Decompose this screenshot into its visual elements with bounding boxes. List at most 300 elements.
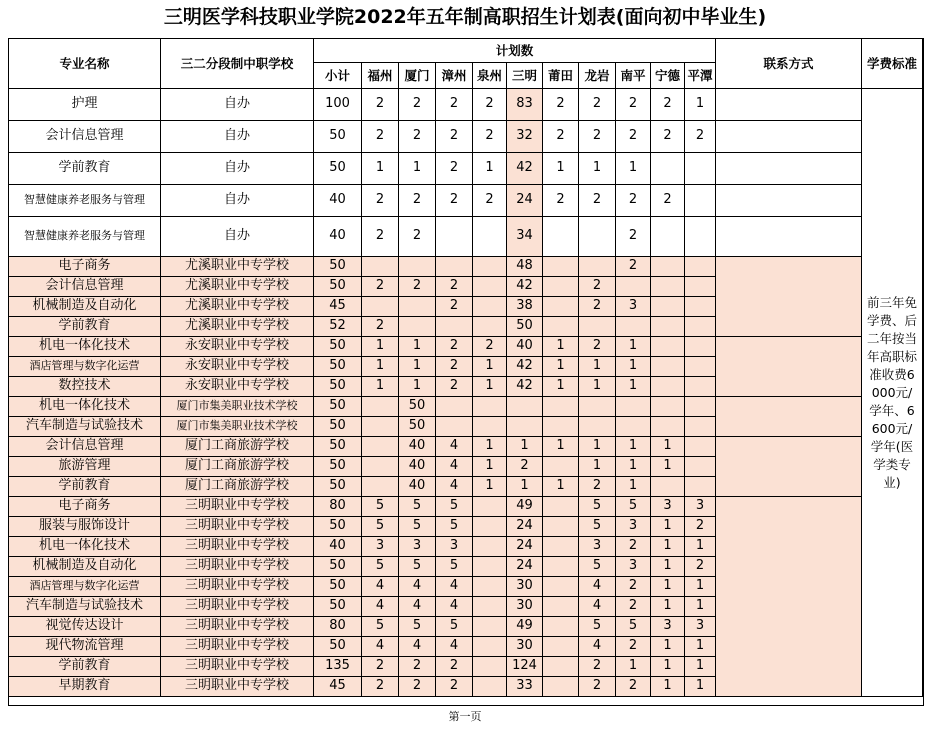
- value-cell-宁德: 1: [651, 537, 685, 557]
- value-cell-厦门: 1: [399, 153, 436, 185]
- major-cell: 智慧健康养老服务与管理: [9, 185, 161, 217]
- value-cell-小计: 50: [314, 517, 362, 537]
- value-cell-漳州: 2: [436, 657, 473, 677]
- value-cell-泉州: 2: [473, 185, 507, 217]
- value-cell-宁德: 1: [651, 557, 685, 577]
- value-cell-宁德: [651, 317, 685, 337]
- value-cell-平潭: [685, 417, 716, 437]
- value-cell-莆田: 2: [543, 89, 579, 121]
- value-cell-小计: 40: [314, 537, 362, 557]
- value-cell-福州: 4: [362, 577, 399, 597]
- school-cell: 三明职业中专学校: [161, 637, 314, 657]
- value-cell-厦门: 2: [399, 277, 436, 297]
- value-cell-厦门: 2: [399, 217, 436, 257]
- value-cell-平潭: 1: [685, 597, 716, 617]
- value-cell-龙岩: 1: [579, 377, 616, 397]
- value-cell-宁德: 1: [651, 657, 685, 677]
- contact-cell: [716, 121, 862, 153]
- value-cell-小计: 50: [314, 597, 362, 617]
- value-cell-三明: 49: [507, 617, 543, 637]
- major-cell: 服装与服饰设计: [9, 517, 161, 537]
- value-cell-三明: 38: [507, 297, 543, 317]
- value-cell-泉州: [473, 257, 507, 277]
- value-cell-平潭: [685, 217, 716, 257]
- school-cell: 三明职业中专学校: [161, 597, 314, 617]
- value-cell-漳州: 2: [436, 677, 473, 697]
- value-cell-小计: 50: [314, 337, 362, 357]
- value-cell-莆田: [543, 557, 579, 577]
- value-cell-泉州: [473, 297, 507, 317]
- value-cell-小计: 50: [314, 457, 362, 477]
- value-cell-南平: 2: [616, 257, 651, 277]
- header-school: 三二分段制中职学校: [161, 39, 314, 89]
- value-cell-厦门: 2: [399, 657, 436, 677]
- value-cell-泉州: 1: [473, 377, 507, 397]
- value-cell-漳州: 4: [436, 637, 473, 657]
- value-cell-福州: 2: [362, 185, 399, 217]
- value-cell-小计: 50: [314, 557, 362, 577]
- value-cell-莆田: [543, 597, 579, 617]
- value-cell-龙岩: 1: [579, 153, 616, 185]
- header-col-3: 漳州: [436, 63, 473, 89]
- value-cell-小计: 50: [314, 257, 362, 277]
- value-cell-厦门: 1: [399, 377, 436, 397]
- school-cell: 厦门工商旅游学校: [161, 437, 314, 457]
- value-cell-南平: 3: [616, 557, 651, 577]
- value-cell-三明: 24: [507, 517, 543, 537]
- value-cell-福州: 2: [362, 121, 399, 153]
- value-cell-三明: [507, 417, 543, 437]
- major-cell: 酒店管理与数字化运营: [9, 577, 161, 597]
- contact-cell: [716, 257, 862, 337]
- value-cell-龙岩: 2: [579, 337, 616, 357]
- major-cell: 学前教育: [9, 657, 161, 677]
- value-cell-平潭: 3: [685, 617, 716, 637]
- value-cell-宁德: 1: [651, 457, 685, 477]
- value-cell-龙岩: 2: [579, 185, 616, 217]
- value-cell-龙岩: 3: [579, 537, 616, 557]
- major-cell: 现代物流管理: [9, 637, 161, 657]
- major-cell: 学前教育: [9, 477, 161, 497]
- value-cell-宁德: [651, 357, 685, 377]
- value-cell-泉州: [473, 537, 507, 557]
- school-cell: 尤溪职业中专学校: [161, 297, 314, 317]
- value-cell-莆田: 1: [543, 477, 579, 497]
- value-cell-泉州: 1: [473, 477, 507, 497]
- value-cell-莆田: 1: [543, 153, 579, 185]
- value-cell-漳州: 5: [436, 497, 473, 517]
- value-cell-泉州: [473, 317, 507, 337]
- value-cell-厦门: 4: [399, 597, 436, 617]
- value-cell-厦门: [399, 317, 436, 337]
- value-cell-宁德: [651, 477, 685, 497]
- value-cell-龙岩: [579, 397, 616, 417]
- value-cell-厦门: 4: [399, 637, 436, 657]
- value-cell-泉州: [473, 597, 507, 617]
- value-cell-南平: 5: [616, 617, 651, 637]
- value-cell-漳州: 2: [436, 297, 473, 317]
- value-cell-厦门: 5: [399, 497, 436, 517]
- value-cell-莆田: 1: [543, 357, 579, 377]
- value-cell-宁德: 3: [651, 617, 685, 637]
- contact-cell: [716, 497, 862, 697]
- page-footer: 第一页: [448, 710, 482, 723]
- header-col-10: 平潭: [685, 63, 716, 89]
- value-cell-福州: 2: [362, 217, 399, 257]
- major-cell: 机电一体化技术: [9, 397, 161, 417]
- major-cell: 护理: [9, 89, 161, 121]
- value-cell-南平: 1: [616, 337, 651, 357]
- value-cell-平潭: 1: [685, 577, 716, 597]
- value-cell-平潭: 1: [685, 657, 716, 677]
- contact-cell: [716, 89, 862, 121]
- value-cell-平潭: [685, 337, 716, 357]
- school-cell: 永安职业中专学校: [161, 377, 314, 397]
- value-cell-小计: 50: [314, 477, 362, 497]
- school-cell: 自办: [161, 153, 314, 185]
- value-cell-福州: 5: [362, 557, 399, 577]
- value-cell-泉州: 2: [473, 89, 507, 121]
- value-cell-宁德: [651, 217, 685, 257]
- school-cell: 自办: [161, 89, 314, 121]
- value-cell-福州: 4: [362, 637, 399, 657]
- value-cell-福州: 1: [362, 337, 399, 357]
- value-cell-龙岩: 2: [579, 297, 616, 317]
- value-cell-泉州: 1: [473, 357, 507, 377]
- value-cell-南平: 1: [616, 657, 651, 677]
- fee-standard-cell: [862, 89, 923, 697]
- value-cell-漳州: 4: [436, 577, 473, 597]
- value-cell-厦门: 50: [399, 417, 436, 437]
- value-cell-漳州: 5: [436, 517, 473, 537]
- value-cell-南平: 2: [616, 121, 651, 153]
- value-cell-平潭: [685, 437, 716, 457]
- value-cell-泉州: 2: [473, 337, 507, 357]
- major-cell: 数控技术: [9, 377, 161, 397]
- school-cell: 三明职业中专学校: [161, 657, 314, 677]
- value-cell-南平: 2: [616, 597, 651, 617]
- value-cell-漳州: 2: [436, 121, 473, 153]
- value-cell-小计: 50: [314, 121, 362, 153]
- school-cell: 三明职业中专学校: [161, 497, 314, 517]
- value-cell-福州: 5: [362, 497, 399, 517]
- value-cell-平潭: [685, 317, 716, 337]
- value-cell-龙岩: 5: [579, 617, 616, 637]
- enrollment-plan-table: [8, 38, 924, 706]
- value-cell-福州: 2: [362, 317, 399, 337]
- value-cell-宁德: 1: [651, 577, 685, 597]
- value-cell-莆田: [543, 277, 579, 297]
- value-cell-平潭: [685, 153, 716, 185]
- header-col-9: 宁德: [651, 63, 685, 89]
- value-cell-宁德: [651, 377, 685, 397]
- value-cell-平潭: 3: [685, 497, 716, 517]
- value-cell-小计: 50: [314, 577, 362, 597]
- value-cell-平潭: 1: [685, 677, 716, 697]
- value-cell-泉州: [473, 657, 507, 677]
- value-cell-三明: 42: [507, 357, 543, 377]
- value-cell-漳州: 2: [436, 185, 473, 217]
- value-cell-福州: 2: [362, 657, 399, 677]
- value-cell-厦门: 4: [399, 577, 436, 597]
- major-cell: 视觉传达设计: [9, 617, 161, 637]
- school-cell: 自办: [161, 185, 314, 217]
- page-title: 三明医学科技职业学院2022年五年制高职招生计划表(面向初中毕业生): [163, 6, 767, 28]
- school-cell: 三明职业中专学校: [161, 617, 314, 637]
- value-cell-泉州: [473, 277, 507, 297]
- major-cell: 智慧健康养老服务与管理: [9, 217, 161, 257]
- value-cell-福州: 3: [362, 537, 399, 557]
- major-cell: 学前教育: [9, 317, 161, 337]
- value-cell-宁德: 2: [651, 89, 685, 121]
- contact-cell: [716, 153, 862, 185]
- value-cell-漳州: [436, 217, 473, 257]
- value-cell-南平: [616, 397, 651, 417]
- value-cell-宁德: 1: [651, 597, 685, 617]
- major-cell: 汽车制造与试验技术: [9, 417, 161, 437]
- value-cell-福州: [362, 437, 399, 457]
- value-cell-三明: 24: [507, 185, 543, 217]
- value-cell-三明: 34: [507, 217, 543, 257]
- value-cell-小计: 50: [314, 417, 362, 437]
- value-cell-泉州: 2: [473, 121, 507, 153]
- value-cell-泉州: 1: [473, 437, 507, 457]
- value-cell-南平: 1: [616, 377, 651, 397]
- value-cell-三明: 24: [507, 557, 543, 577]
- major-cell: 电子商务: [9, 497, 161, 517]
- contact-cell: [716, 337, 862, 397]
- value-cell-三明: 1: [507, 437, 543, 457]
- value-cell-漳州: 2: [436, 357, 473, 377]
- value-cell-漳州: 4: [436, 457, 473, 477]
- value-cell-南平: 2: [616, 185, 651, 217]
- value-cell-泉州: [473, 557, 507, 577]
- value-cell-宁德: [651, 417, 685, 437]
- value-cell-平潭: 1: [685, 537, 716, 557]
- value-cell-南平: 1: [616, 357, 651, 377]
- value-cell-宁德: 2: [651, 185, 685, 217]
- value-cell-厦门: 2: [399, 121, 436, 153]
- value-cell-龙岩: 2: [579, 89, 616, 121]
- major-cell: 机电一体化技术: [9, 537, 161, 557]
- contact-cell: [716, 217, 862, 257]
- value-cell-小计: 80: [314, 617, 362, 637]
- value-cell-三明: 30: [507, 637, 543, 657]
- school-cell: 尤溪职业中专学校: [161, 317, 314, 337]
- value-cell-厦门: 50: [399, 397, 436, 417]
- value-cell-莆田: [543, 417, 579, 437]
- value-cell-龙岩: 2: [579, 477, 616, 497]
- value-cell-平潭: 2: [685, 557, 716, 577]
- value-cell-平潭: [685, 397, 716, 417]
- value-cell-小计: 40: [314, 185, 362, 217]
- value-cell-泉州: [473, 517, 507, 537]
- header-col-1: 福州: [362, 63, 399, 89]
- school-cell: 三明职业中专学校: [161, 557, 314, 577]
- value-cell-平潭: [685, 477, 716, 497]
- major-cell: 早期教育: [9, 677, 161, 697]
- value-cell-漳州: [436, 397, 473, 417]
- value-cell-平潭: [685, 457, 716, 477]
- value-cell-福州: 1: [362, 153, 399, 185]
- value-cell-小计: 50: [314, 397, 362, 417]
- value-cell-福州: [362, 457, 399, 477]
- value-cell-漳州: 2: [436, 377, 473, 397]
- value-cell-莆田: [543, 517, 579, 537]
- major-cell: 汽车制造与试验技术: [9, 597, 161, 617]
- value-cell-三明: 124: [507, 657, 543, 677]
- value-cell-小计: 50: [314, 377, 362, 397]
- value-cell-漳州: 2: [436, 153, 473, 185]
- header-fee: 学费标准: [862, 39, 923, 89]
- value-cell-龙岩: [579, 317, 616, 337]
- fee-standard-text: 前三年免学费、后二年按当年高职标准收费6000元/学年、6600元/学年(医学类专业): [866, 294, 917, 490]
- value-cell-福州: 4: [362, 597, 399, 617]
- major-cell: 机械制造及自动化: [9, 557, 161, 577]
- value-cell-南平: 2: [616, 577, 651, 597]
- value-cell-莆田: [543, 617, 579, 637]
- value-cell-三明: 42: [507, 377, 543, 397]
- value-cell-福州: 2: [362, 89, 399, 121]
- value-cell-三明: 83: [507, 89, 543, 121]
- value-cell-泉州: [473, 397, 507, 417]
- value-cell-龙岩: 4: [579, 637, 616, 657]
- value-cell-宁德: 1: [651, 637, 685, 657]
- value-cell-泉州: [473, 577, 507, 597]
- contact-cell: [716, 437, 862, 497]
- value-cell-莆田: 1: [543, 337, 579, 357]
- value-cell-小计: 80: [314, 497, 362, 517]
- header-major: 专业名称: [9, 39, 161, 89]
- school-cell: 尤溪职业中专学校: [161, 257, 314, 277]
- value-cell-厦门: 3: [399, 537, 436, 557]
- value-cell-三明: [507, 397, 543, 417]
- value-cell-厦门: 1: [399, 337, 436, 357]
- value-cell-平潭: 1: [685, 637, 716, 657]
- major-cell: 电子商务: [9, 257, 161, 277]
- value-cell-漳州: 2: [436, 277, 473, 297]
- value-cell-平潭: 2: [685, 121, 716, 153]
- value-cell-福州: 1: [362, 357, 399, 377]
- value-cell-平潭: [685, 297, 716, 317]
- value-cell-南平: 1: [616, 437, 651, 457]
- value-cell-小计: 45: [314, 297, 362, 317]
- value-cell-宁德: 2: [651, 121, 685, 153]
- value-cell-宁德: 3: [651, 497, 685, 517]
- value-cell-漳州: 5: [436, 557, 473, 577]
- major-cell: 旅游管理: [9, 457, 161, 477]
- value-cell-宁德: [651, 397, 685, 417]
- value-cell-漳州: [436, 257, 473, 277]
- value-cell-龙岩: [579, 257, 616, 277]
- value-cell-福州: [362, 417, 399, 437]
- value-cell-南平: 2: [616, 537, 651, 557]
- value-cell-南平: 1: [616, 477, 651, 497]
- school-cell: 自办: [161, 217, 314, 257]
- school-cell: 永安职业中专学校: [161, 337, 314, 357]
- value-cell-小计: 50: [314, 153, 362, 185]
- value-cell-小计: 135: [314, 657, 362, 677]
- value-cell-莆田: [543, 457, 579, 477]
- school-cell: 自办: [161, 121, 314, 153]
- value-cell-厦门: 40: [399, 457, 436, 477]
- value-cell-龙岩: [579, 217, 616, 257]
- value-cell-龙岩: 1: [579, 457, 616, 477]
- value-cell-小计: 50: [314, 437, 362, 457]
- value-cell-南平: 1: [616, 457, 651, 477]
- contact-cell: [716, 185, 862, 217]
- value-cell-漳州: 2: [436, 337, 473, 357]
- value-cell-泉州: 1: [473, 457, 507, 477]
- value-cell-福州: [362, 257, 399, 277]
- contact-cell: [716, 397, 862, 437]
- value-cell-泉州: [473, 637, 507, 657]
- value-cell-龙岩: 5: [579, 557, 616, 577]
- value-cell-龙岩: 2: [579, 277, 616, 297]
- value-cell-厦门: [399, 297, 436, 317]
- value-cell-宁德: 1: [651, 517, 685, 537]
- value-cell-莆田: [543, 257, 579, 277]
- value-cell-福州: 2: [362, 677, 399, 697]
- value-cell-龙岩: 1: [579, 437, 616, 457]
- header-col-0: 小计: [314, 63, 362, 89]
- value-cell-南平: [616, 277, 651, 297]
- school-cell: 三明职业中专学校: [161, 677, 314, 697]
- value-cell-平潭: [685, 377, 716, 397]
- value-cell-南平: 3: [616, 297, 651, 317]
- value-cell-莆田: 2: [543, 121, 579, 153]
- value-cell-福州: 1: [362, 377, 399, 397]
- value-cell-龙岩: 2: [579, 121, 616, 153]
- header-col-7: 龙岩: [579, 63, 616, 89]
- value-cell-泉州: [473, 217, 507, 257]
- value-cell-泉州: [473, 417, 507, 437]
- value-cell-厦门: 5: [399, 517, 436, 537]
- value-cell-泉州: [473, 677, 507, 697]
- value-cell-宁德: 1: [651, 437, 685, 457]
- school-cell: 厦门市集美职业技术学校: [161, 417, 314, 437]
- value-cell-小计: 50: [314, 357, 362, 377]
- value-cell-三明: 1: [507, 477, 543, 497]
- school-cell: 永安职业中专学校: [161, 357, 314, 377]
- school-cell: 三明职业中专学校: [161, 517, 314, 537]
- value-cell-南平: 2: [616, 637, 651, 657]
- value-cell-三明: 33: [507, 677, 543, 697]
- value-cell-厦门: 40: [399, 477, 436, 497]
- value-cell-平潭: [685, 357, 716, 377]
- value-cell-南平: 2: [616, 89, 651, 121]
- value-cell-平潭: 2: [685, 517, 716, 537]
- value-cell-龙岩: 4: [579, 577, 616, 597]
- value-cell-莆田: [543, 297, 579, 317]
- value-cell-龙岩: [579, 417, 616, 437]
- value-cell-龙岩: 1: [579, 357, 616, 377]
- value-cell-三明: 50: [507, 317, 543, 337]
- major-cell: 机械制造及自动化: [9, 297, 161, 317]
- value-cell-小计: 100: [314, 89, 362, 121]
- value-cell-厦门: 2: [399, 677, 436, 697]
- value-cell-平潭: [685, 185, 716, 217]
- value-cell-三明: 42: [507, 153, 543, 185]
- value-cell-莆田: 2: [543, 185, 579, 217]
- value-cell-福州: 5: [362, 617, 399, 637]
- value-cell-莆田: [543, 637, 579, 657]
- value-cell-泉州: [473, 617, 507, 637]
- value-cell-小计: 50: [314, 637, 362, 657]
- school-cell: 尤溪职业中专学校: [161, 277, 314, 297]
- value-cell-南平: 5: [616, 497, 651, 517]
- value-cell-泉州: 1: [473, 153, 507, 185]
